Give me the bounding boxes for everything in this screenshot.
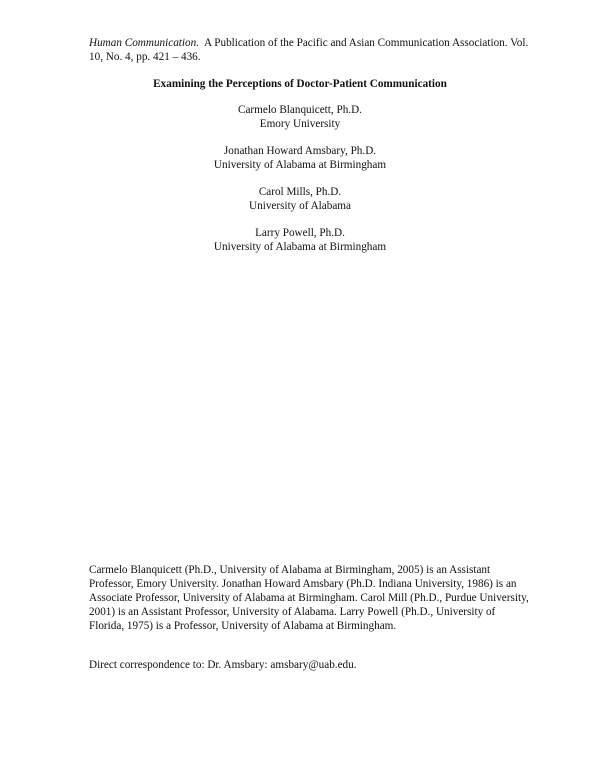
author-bio-paragraph: Carmelo Blanquicett (Ph.D., University of Alabama at Birmingham, 2005) is an Assistant Professor, Emory University. Jonathan Howard Amsbary (Ph.D. Indiana University, 1986) is an Associate Professor, University of Alabama at Birmingham. Carol Mill (Ph.D., Purdue University, 2001) is an Assistant Professor, University of Alabama. Larry Powell (Ph.D., University of Florida, 1975) is a Professor, University of Alabama at Birmingham. [89, 564, 529, 632]
correspondence-note: Direct correspondence to: Dr. Amsbary: amsbary@uab.edu. [89, 659, 357, 671]
author-list [0, 103, 600, 267]
author-block [0, 103, 600, 131]
author-block [0, 185, 600, 213]
citation-details: A Publication of the Pacific and Asian Communication Association. Vol. 10, No. 4, pp. 421 – 436. [89, 37, 529, 63]
author-name: Larry Powell, Ph.D. [255, 227, 345, 239]
author-name: Carol Mills, Ph.D. [258, 186, 342, 198]
author-block [0, 226, 600, 254]
author-name: Jonathan Howard Amsbary, Ph.D. [223, 145, 377, 157]
author-block [0, 144, 600, 172]
journal-citation [89, 36, 529, 64]
journal-name: Human Communication. [89, 37, 200, 49]
author-affiliation: Emory University [259, 118, 341, 130]
author-name: Carmelo Blanquicett, Ph.D. [238, 104, 362, 116]
author-affiliation: University of Alabama [249, 200, 351, 212]
author-affiliation: University of Alabama at Birmingham [213, 241, 387, 253]
paper-title: Examining the Perceptions of Doctor-Patient Communication [153, 78, 447, 90]
author-affiliation: University of Alabama at Birmingham [213, 159, 387, 171]
